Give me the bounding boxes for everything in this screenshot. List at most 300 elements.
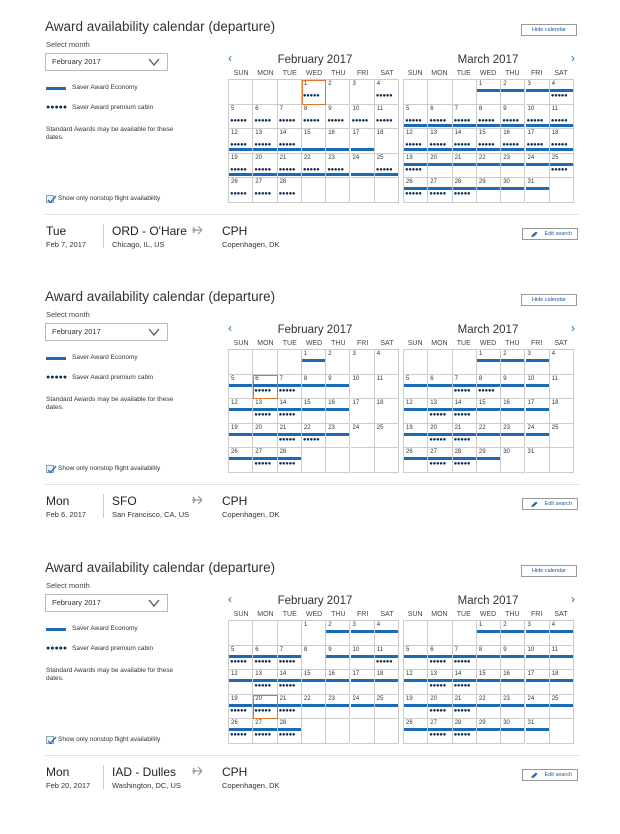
- calendar-day-cell[interactable]: [253, 178, 277, 203]
- calendar-day-cell[interactable]: [477, 399, 501, 424]
- calendar-day-cell[interactable]: [302, 670, 326, 695]
- weekday-label: SUN: [233, 70, 249, 77]
- calendar-day-cell[interactable]: [351, 424, 375, 449]
- calendar-day-cell[interactable]: [477, 350, 501, 375]
- calendar-day-cell[interactable]: [428, 375, 452, 400]
- march-title: March 2017: [457, 595, 519, 607]
- calendar-day-cell[interactable]: [253, 670, 277, 695]
- calendar-day-cell[interactable]: [477, 375, 501, 400]
- saver-economy-bar: [477, 384, 500, 387]
- saver-premium-dots: ●●●●●: [254, 388, 271, 394]
- day-number: 15: [303, 130, 311, 136]
- mar-calendar-grid: [403, 620, 574, 744]
- saver-economy-bar: [526, 408, 549, 411]
- saver-economy-bar: [404, 163, 427, 166]
- calendar-day-cell[interactable]: [326, 375, 350, 400]
- calendar-day-cell[interactable]: [526, 719, 550, 744]
- saver-economy-bar: [526, 630, 549, 633]
- calendar-day-cell[interactable]: [351, 105, 375, 130]
- saver-premium-dots: ●●●●●: [453, 659, 471, 665]
- calendar-day-cell[interactable]: [453, 178, 477, 203]
- calendar-day-cell[interactable]: [501, 80, 525, 105]
- calendar-day-cell[interactable]: [253, 154, 277, 179]
- section-divider: [45, 755, 580, 756]
- calendar-day-cell[interactable]: [526, 178, 550, 203]
- calendar-day-cell[interactable]: [404, 178, 428, 203]
- march-title: March 2017: [457, 54, 519, 66]
- day-number: 28: [279, 720, 287, 726]
- calendar-day-cell[interactable]: [501, 375, 525, 400]
- calendar-day-cell[interactable]: [404, 105, 428, 130]
- calendar-day-cell[interactable]: [428, 670, 452, 695]
- calendar-day-cell[interactable]: [477, 105, 501, 130]
- calendar-day-cell[interactable]: [375, 375, 399, 400]
- calendar-day-cell[interactable]: [229, 399, 253, 424]
- calendar-day-cell[interactable]: [229, 719, 253, 744]
- calendar-day-cell[interactable]: [477, 719, 501, 744]
- saver-premium-dots: ●●●●●: [230, 167, 247, 173]
- day-number: 2: [503, 81, 507, 87]
- day-number: 7: [279, 105, 283, 112]
- calendar-day-cell[interactable]: [428, 154, 452, 179]
- calendar-day-cell[interactable]: [501, 424, 525, 449]
- calendar-day-cell[interactable]: [501, 399, 525, 424]
- calendar-day-cell[interactable]: [453, 719, 477, 744]
- calendar-day-cell[interactable]: [526, 424, 550, 449]
- calendar-day-cell[interactable]: [278, 129, 302, 154]
- day-number: 9: [503, 105, 507, 112]
- calendar-day-cell[interactable]: [326, 154, 350, 179]
- day-number: 26: [406, 720, 413, 726]
- calendar-day-cell[interactable]: [326, 399, 350, 424]
- saver-economy-bar: [351, 655, 374, 658]
- calendar-day-cell[interactable]: [351, 646, 375, 671]
- calendar-day-cell[interactable]: [477, 154, 501, 179]
- saver-premium-dots: ●●●●●: [550, 167, 568, 173]
- calendar-day-cell[interactable]: [302, 350, 326, 375]
- next-month-arrow[interactable]: ›: [571, 592, 575, 606]
- calendar-day-cell[interactable]: [375, 350, 399, 375]
- calendar-day-cell[interactable]: [550, 154, 574, 179]
- calendar-day-cell[interactable]: [428, 719, 452, 744]
- weekday-label: TUE: [282, 70, 297, 77]
- month-select-value: February 2017: [52, 598, 101, 607]
- calendar-day-cell[interactable]: [501, 646, 525, 671]
- saver-economy-bar: [526, 124, 549, 127]
- calendar-day-cell[interactable]: [453, 448, 477, 473]
- calendar-day-cell[interactable]: [501, 670, 525, 695]
- calendar-day-cell[interactable]: [501, 695, 525, 720]
- calendar-day-cell[interactable]: [278, 695, 302, 720]
- calendar-day-cell[interactable]: [477, 621, 501, 646]
- day-number: 31: [527, 449, 535, 455]
- saver-economy-bar: [550, 630, 573, 633]
- calendar-day-cell[interactable]: [428, 646, 452, 671]
- calendar-day-cell[interactable]: [229, 670, 253, 695]
- calendar-day-cell[interactable]: [477, 695, 501, 720]
- calendar-day-cell[interactable]: [550, 670, 574, 695]
- calendar-day-cell[interactable]: [229, 105, 253, 130]
- next-month-arrow[interactable]: ›: [571, 321, 575, 335]
- calendar-day-cell[interactable]: [302, 695, 326, 720]
- calendar-day-cell[interactable]: [501, 719, 525, 744]
- calendar-day-cell[interactable]: [253, 375, 277, 400]
- saver-premium-dots: ●●●●●: [278, 118, 296, 124]
- saver-economy-bar: [477, 163, 500, 166]
- saver-economy-bar: [453, 679, 476, 682]
- calendar-day-cell[interactable]: [302, 129, 326, 154]
- calendar-day-cell[interactable]: [229, 154, 253, 179]
- calendar-day-cell[interactable]: [550, 80, 574, 105]
- calendar-day-cell[interactable]: [229, 178, 253, 203]
- day-number: 25: [376, 695, 384, 702]
- calendar-day-cell[interactable]: [375, 80, 399, 105]
- calendar-day-cell[interactable]: [253, 129, 277, 154]
- calendar-day-cell[interactable]: [229, 448, 253, 473]
- saver-economy-bar: [526, 679, 549, 682]
- day-number: 22: [303, 424, 311, 431]
- saver-economy-bar: [302, 384, 325, 387]
- award-calendar-panel: [0, 270, 620, 540]
- calendar-day-cell[interactable]: [477, 80, 501, 105]
- calendar-day-cell[interactable]: [375, 424, 399, 449]
- weekday-label: TUE: [456, 70, 471, 77]
- calendar-day-cell[interactable]: [404, 695, 428, 720]
- calendar-day-cell[interactable]: [302, 399, 326, 424]
- day-number: 13: [255, 130, 262, 136]
- day-number: 15: [303, 400, 311, 406]
- day-number: 19: [231, 424, 238, 431]
- calendar-day-cell[interactable]: [404, 375, 428, 400]
- day-number: 20: [430, 424, 437, 431]
- day-number: 9: [328, 105, 332, 112]
- calendar-day-cell[interactable]: [453, 695, 477, 720]
- calendar-day-cell[interactable]: [404, 448, 428, 473]
- calendar-day-cell[interactable]: [477, 646, 501, 671]
- saver-premium-dots: ●●●●●: [375, 118, 393, 124]
- calendar-day-cell[interactable]: [526, 80, 550, 105]
- calendar-day-cell: [351, 178, 375, 203]
- calendar-day-cell[interactable]: [351, 129, 375, 154]
- calendar-day-cell[interactable]: [526, 670, 550, 695]
- calendar-day-cell[interactable]: [526, 129, 550, 154]
- calendar-day-cell[interactable]: [302, 154, 326, 179]
- calendar-day-cell: [253, 350, 277, 375]
- saver-economy-bar: [229, 728, 252, 731]
- calendar-day-cell[interactable]: [453, 105, 477, 130]
- calendar-day-cell[interactable]: [278, 424, 302, 449]
- day-number: 14: [279, 130, 287, 136]
- calendar-day-cell[interactable]: [375, 695, 399, 720]
- day-number: 16: [328, 130, 335, 136]
- calendar-day-cell[interactable]: [375, 129, 399, 154]
- calendar-day-cell[interactable]: [453, 646, 477, 671]
- calendar-day-cell[interactable]: [477, 129, 501, 154]
- calendar-day-cell: [278, 621, 302, 646]
- calendar-day-cell[interactable]: [428, 129, 452, 154]
- saver-premium-dots: ●●●●●: [278, 167, 296, 173]
- nonstop-checkbox[interactable]: [46, 465, 54, 473]
- calendar-day-cell[interactable]: [477, 670, 501, 695]
- premium-legend-label: Saver Award premium cabin: [72, 645, 154, 652]
- calendar-day-cell[interactable]: [501, 621, 525, 646]
- departure-day: Tue: [46, 224, 67, 238]
- calendar-day-cell[interactable]: [526, 154, 550, 179]
- calendar-day-cell[interactable]: [278, 399, 302, 424]
- day-number: 28: [454, 720, 462, 726]
- month-select[interactable]: [45, 594, 168, 612]
- weekday-header: [403, 70, 573, 77]
- calendar-day-cell[interactable]: [550, 350, 574, 375]
- day-number: 18: [376, 671, 384, 677]
- select-month-label: Select month: [46, 581, 90, 590]
- calendar-day-cell[interactable]: [501, 350, 525, 375]
- day-number: 27: [255, 449, 262, 455]
- calendar-day-cell[interactable]: [550, 105, 574, 130]
- calendar-day-cell[interactable]: [351, 399, 375, 424]
- day-number: 20: [255, 424, 262, 431]
- nonstop-checkbox[interactable]: [46, 195, 54, 203]
- calendar-day-cell[interactable]: [550, 129, 574, 154]
- day-number: 14: [454, 671, 462, 677]
- calendar-day-cell[interactable]: [453, 375, 477, 400]
- calendar-day-cell[interactable]: [550, 375, 574, 400]
- calendar-day-cell[interactable]: [453, 154, 477, 179]
- calendar-day-cell[interactable]: [229, 646, 253, 671]
- saver-premium-dots: ●●●●●: [429, 118, 446, 124]
- saver-economy-bar: [375, 173, 398, 176]
- calendar-day-cell[interactable]: [453, 399, 477, 424]
- calendar-day-cell[interactable]: [477, 424, 501, 449]
- calendar-day-cell[interactable]: [278, 178, 302, 203]
- premium-legend-label: Saver Award premium cabin: [72, 104, 154, 111]
- day-number: 6: [430, 105, 434, 112]
- origin-airport: SFO: [112, 494, 137, 508]
- calendar-day-cell[interactable]: [453, 424, 477, 449]
- calendar-day-cell[interactable]: [302, 105, 326, 130]
- calendar-day-cell[interactable]: [428, 448, 452, 473]
- calendar-day-cell[interactable]: [526, 105, 550, 130]
- calendar-day-cell[interactable]: [428, 178, 452, 203]
- day-number: 26: [231, 720, 238, 726]
- next-month-arrow[interactable]: ›: [571, 51, 575, 65]
- day-number: 20: [255, 695, 262, 702]
- calendar-day-cell[interactable]: [501, 448, 525, 473]
- calendar-day-cell[interactable]: [351, 621, 375, 646]
- calendar-day-cell[interactable]: [278, 719, 302, 744]
- calendar-day-cell[interactable]: [526, 350, 550, 375]
- nonstop-checkbox[interactable]: [46, 736, 54, 744]
- calendar-day-cell[interactable]: [326, 424, 350, 449]
- saver-economy-bar: [375, 704, 398, 707]
- calendar-day-cell[interactable]: [302, 424, 326, 449]
- calendar-day-cell[interactable]: [351, 695, 375, 720]
- calendar-day-cell[interactable]: [326, 670, 350, 695]
- calendar-day-cell[interactable]: [253, 719, 277, 744]
- calendar-day-cell[interactable]: [526, 695, 550, 720]
- route-separator: [103, 494, 104, 518]
- day-number: 19: [406, 695, 413, 702]
- calendar-day-cell[interactable]: [375, 399, 399, 424]
- calendar-day-cell[interactable]: [326, 646, 350, 671]
- calendar-day-cell[interactable]: [526, 399, 550, 424]
- calendar-day-cell[interactable]: [404, 424, 428, 449]
- calendar-day-cell[interactable]: [404, 129, 428, 154]
- day-number: 6: [255, 105, 259, 112]
- saver-economy-bar: [428, 655, 451, 658]
- calendar-day-cell[interactable]: [501, 129, 525, 154]
- day-number: 25: [551, 424, 559, 431]
- calendar-day-cell[interactable]: [550, 399, 574, 424]
- calendar-day-cell[interactable]: [453, 670, 477, 695]
- saver-economy-bar: [501, 148, 524, 151]
- weekday-label: MON: [431, 611, 448, 618]
- month-select[interactable]: [45, 53, 168, 71]
- calendar-day-cell[interactable]: [326, 129, 350, 154]
- calendar-day-cell[interactable]: [428, 424, 452, 449]
- calendar-day-cell[interactable]: [501, 154, 525, 179]
- saver-economy-bar: [453, 187, 476, 190]
- day-number: 22: [478, 695, 486, 702]
- saver-economy-bar: [453, 163, 476, 166]
- day-number: 10: [352, 105, 360, 112]
- calendar-day-cell[interactable]: [278, 448, 302, 473]
- saver-premium-dots: ●●●●●: [453, 388, 471, 394]
- calendar-day-cell[interactable]: [404, 154, 428, 179]
- calendar-day-cell[interactable]: [428, 105, 452, 130]
- calendar-day-cell[interactable]: [477, 178, 501, 203]
- day-number: 2: [328, 622, 332, 628]
- edit-search-button[interactable]: [522, 769, 578, 781]
- calendar-day-cell[interactable]: [526, 448, 550, 473]
- calendar-day-cell[interactable]: [326, 350, 350, 375]
- calendar-day-cell[interactable]: [326, 80, 350, 105]
- calendar-day-cell[interactable]: [229, 424, 253, 449]
- day-number: 26: [406, 179, 413, 185]
- saver-economy-bar: [526, 359, 549, 362]
- weekday-label: SAT: [554, 611, 568, 618]
- day-number: 10: [527, 375, 535, 382]
- hide-calendar-button[interactable]: Hide calendar: [521, 294, 577, 306]
- calendar-day-cell[interactable]: [351, 80, 375, 105]
- calendar-day-cell[interactable]: [229, 695, 253, 720]
- calendar-day-cell[interactable]: [550, 646, 574, 671]
- calendar-day-cell[interactable]: [351, 350, 375, 375]
- calendar-day-cell[interactable]: [278, 646, 302, 671]
- calendar-day-cell[interactable]: [229, 129, 253, 154]
- calendar-day-cell[interactable]: [302, 80, 326, 105]
- calendar-day-cell[interactable]: [326, 621, 350, 646]
- destination-airport: CPH: [222, 224, 248, 238]
- calendar-day-cell[interactable]: [253, 646, 277, 671]
- calendar-day-cell[interactable]: [278, 154, 302, 179]
- day-number: 12: [406, 671, 413, 677]
- airplane-icon: [191, 494, 203, 509]
- calendar-day-cell[interactable]: [404, 719, 428, 744]
- calendar-day-cell[interactable]: [302, 646, 326, 671]
- calendar-day-cell[interactable]: [302, 375, 326, 400]
- calendar-day-cell[interactable]: [278, 670, 302, 695]
- economy-legend-label: Saver Award Economy: [72, 354, 138, 361]
- calendar-day-cell[interactable]: [501, 178, 525, 203]
- calendar-day-cell[interactable]: [453, 129, 477, 154]
- calendar-day-cell[interactable]: [550, 424, 574, 449]
- day-number: 5: [406, 375, 410, 382]
- calendar-day-cell[interactable]: [351, 154, 375, 179]
- weekday-label: MON: [257, 611, 274, 618]
- airplane-icon: [191, 765, 203, 780]
- calendar-day-cell[interactable]: [526, 646, 550, 671]
- hide-calendar-button[interactable]: Hide calendar: [521, 565, 577, 577]
- hide-calendar-button[interactable]: Hide calendar: [521, 24, 577, 36]
- calendar-day-cell[interactable]: [375, 105, 399, 130]
- saver-premium-dots: ●●●●●: [327, 118, 344, 124]
- calendar-day-cell[interactable]: [375, 154, 399, 179]
- day-number: 10: [527, 646, 535, 653]
- saver-economy-bar: [501, 728, 524, 731]
- calendar-day-cell: [404, 80, 428, 105]
- day-number: 13: [430, 130, 437, 136]
- calendar-day-cell[interactable]: [428, 399, 452, 424]
- calendar-day-cell[interactable]: [302, 621, 326, 646]
- chevron-down-icon: [148, 57, 160, 67]
- calendar-day-cell[interactable]: [375, 670, 399, 695]
- calendar-day-cell: [229, 621, 253, 646]
- calendar-day-cell[interactable]: [253, 399, 277, 424]
- calendar-day-cell[interactable]: [278, 375, 302, 400]
- edit-search-button[interactable]: [522, 228, 578, 240]
- day-number: 12: [231, 671, 238, 677]
- saver-premium-dots: ●●●●●: [429, 733, 446, 738]
- calendar-day-cell[interactable]: [253, 695, 277, 720]
- prev-month-arrow[interactable]: ‹: [228, 321, 232, 335]
- saver-economy-bar: [453, 384, 476, 387]
- calendar-day-cell[interactable]: [404, 670, 428, 695]
- saver-economy-bar: [404, 704, 427, 707]
- calendar-day-cell[interactable]: [404, 399, 428, 424]
- calendar-day-cell[interactable]: [526, 621, 550, 646]
- calendar-day-cell[interactable]: [253, 448, 277, 473]
- calendar-day-cell[interactable]: [253, 105, 277, 130]
- saver-premium-dots: ●●●●●: [550, 143, 568, 148]
- calendar-day-cell[interactable]: [477, 448, 501, 473]
- calendar-day-cell[interactable]: [375, 621, 399, 646]
- calendar-day-cell[interactable]: [550, 695, 574, 720]
- prev-month-arrow[interactable]: ‹: [228, 51, 232, 65]
- calendar-day-cell[interactable]: [501, 105, 525, 130]
- calendar-day-cell[interactable]: [428, 695, 452, 720]
- day-number: 10: [352, 375, 360, 382]
- calendar-day-cell[interactable]: [278, 105, 302, 130]
- saver-economy-bar: [453, 148, 476, 151]
- calendar-day-cell[interactable]: [253, 424, 277, 449]
- calendar-day-cell[interactable]: [526, 375, 550, 400]
- day-number: 18: [376, 130, 384, 136]
- calendar-day-cell[interactable]: [351, 375, 375, 400]
- calendar-day-cell[interactable]: [550, 621, 574, 646]
- calendar-day-cell[interactable]: [326, 105, 350, 130]
- destination-airport: CPH: [222, 494, 248, 508]
- day-number: 16: [503, 671, 510, 677]
- calendar-day-cell[interactable]: [351, 670, 375, 695]
- calendar-day-cell[interactable]: [326, 695, 350, 720]
- calendar-day-cell[interactable]: [404, 646, 428, 671]
- prev-month-arrow[interactable]: ‹: [228, 592, 232, 606]
- calendar-day-cell[interactable]: [229, 375, 253, 400]
- edit-search-button[interactable]: [522, 498, 578, 510]
- calendar-day-cell[interactable]: [375, 646, 399, 671]
- month-select[interactable]: [45, 323, 168, 341]
